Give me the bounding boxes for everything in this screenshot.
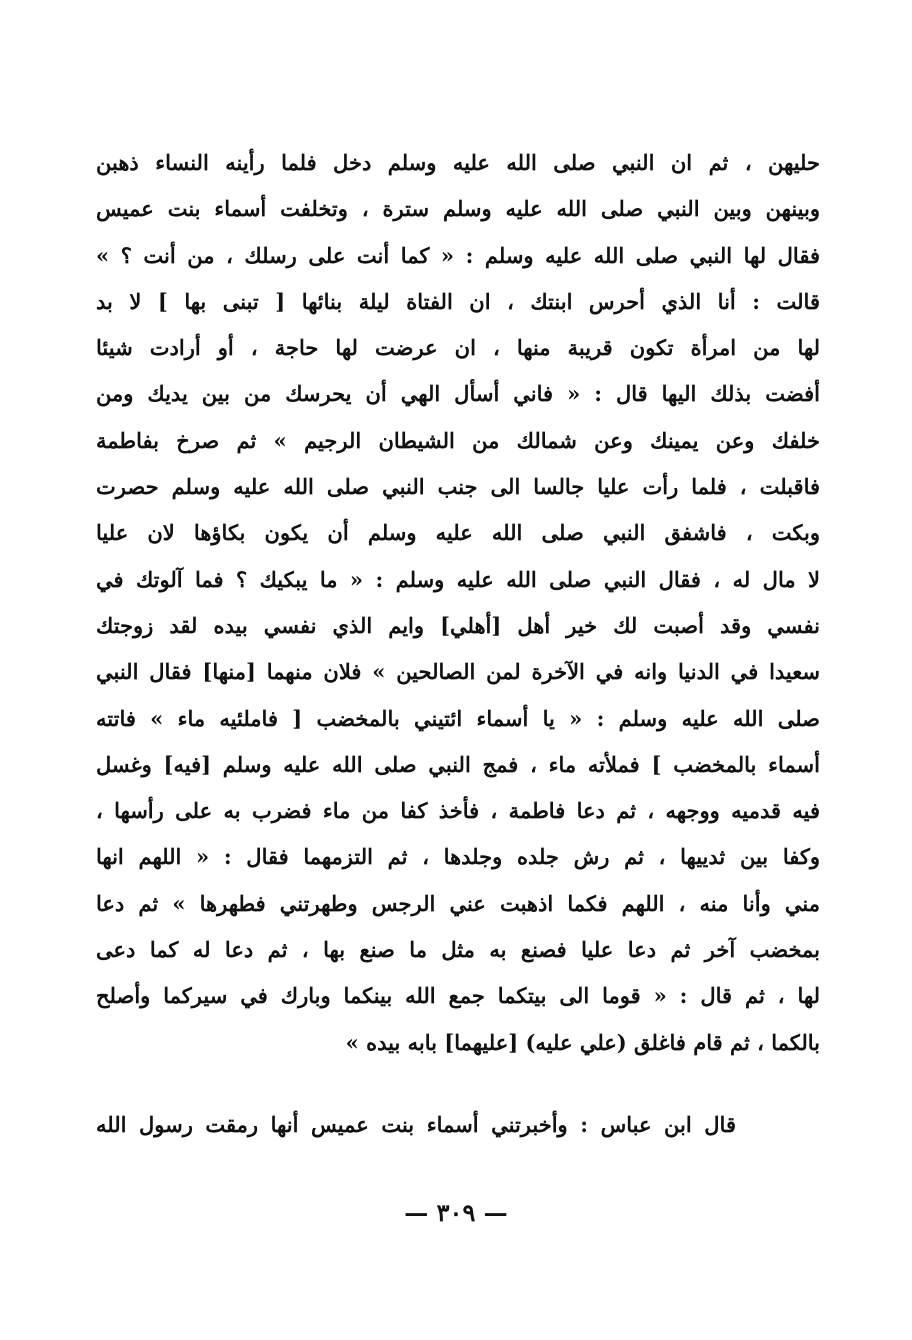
text-line: فاقبلت ، فلما رأت عليا جالسا الى جنب النبي صلى الله عليه وسلم حصرت bbox=[96, 474, 820, 500]
text-line: فقال لها النبي صلى الله عليه وسلم : « كما أنت على رسلك ، من أنت ؟ » bbox=[96, 242, 820, 268]
closing-paragraph: قال ابن عباس : وأخبرتني أسماء بنت عميس أنها رمقت رسول الله bbox=[96, 1112, 736, 1137]
text-line: قالت : أنا الذي أحرس ابنتك ، ان الفتاة ليلة بنائها [ تبنى بها ] لا بد bbox=[96, 288, 820, 314]
text-line: مني وأنا منه ، اللهم فكما اذهبت عني الرجس وطهرتني فطهرها » ثم دعا bbox=[96, 890, 820, 916]
text-line: بالكما ، ثم قام فاغلق (علي عليه) [عليهما] بابه بيده » bbox=[345, 1029, 820, 1055]
text-line: وكفا بين ثدييها ، ثم رش جلده وجلدها ، ثم التزمهما فقال : « اللهم انها bbox=[96, 844, 820, 870]
text-line: صلى الله عليه وسلم : « يا أسماء ائتيني بالمخضب [ فاملئيه ماء » فاتته bbox=[96, 705, 820, 731]
text-line: لا مال له ، فقال النبي صلى الله عليه وسلم : « ما يبكيك ؟ فما آلوتك في bbox=[96, 566, 820, 592]
page-number: — ٣٠٩ — bbox=[404, 1198, 508, 1227]
text-line: لها ، ثم قال : « قوما الى بيتكما جمع الله بينكما وبارك في سيركما وأصلح bbox=[96, 983, 820, 1009]
text-line: وبينهن وبين النبي صلى الله عليه وسلم سترة ، وتخلفت أسماء بنت عميس bbox=[96, 196, 820, 222]
text-line: حليهن ، ثم ان النبي صلى الله عليه وسلم دخل فلما رأينه النساء ذهبن bbox=[96, 150, 820, 175]
text-line: فيه قدميه ووجهه ، ثم دعا فاطمة ، فأخذ كفا من ماء فضرب به على رأسها ، bbox=[96, 798, 820, 824]
text-line: نفسي وقد أصبت لك خير أهل [أهلي] وايم الذي نفسي بيده لقد زوجتك bbox=[96, 612, 820, 638]
text-line: بمخضب آخر ثم دعا عليا فصنع به مثل ما صنع بها ، ثم دعا له كما دعى bbox=[96, 937, 820, 963]
main-paragraph bbox=[96, 140, 820, 1066]
text-line: أسماء بالمخضب ] فملأته ماء ، فمج النبي صلى الله عليه وسلم [فيه] وغسل bbox=[96, 751, 820, 777]
text-line: أفضت بذلك اليها قال : « فاني أسأل الهي أن يحرسك من بين يديك ومن bbox=[96, 381, 820, 407]
text-line: لها من امرأة تكون قريبة منها ، ان عرضت لها حاجة ، أو أرادت شيئا bbox=[96, 335, 820, 361]
text-line: سعيدا في الدنيا وانه في الآخرة لمن الصالحين » فلان منهما [منها] فقال النبي bbox=[96, 659, 820, 685]
text-line: وبكت ، فاشفق النبي صلى الله عليه وسلم أن يكون بكاؤها لان عليا bbox=[96, 520, 820, 546]
text-line: خلفك وعن يمينك وعن شمالك من الشيطان الرجيم » ثم صرخ بفاطمة bbox=[96, 427, 820, 453]
